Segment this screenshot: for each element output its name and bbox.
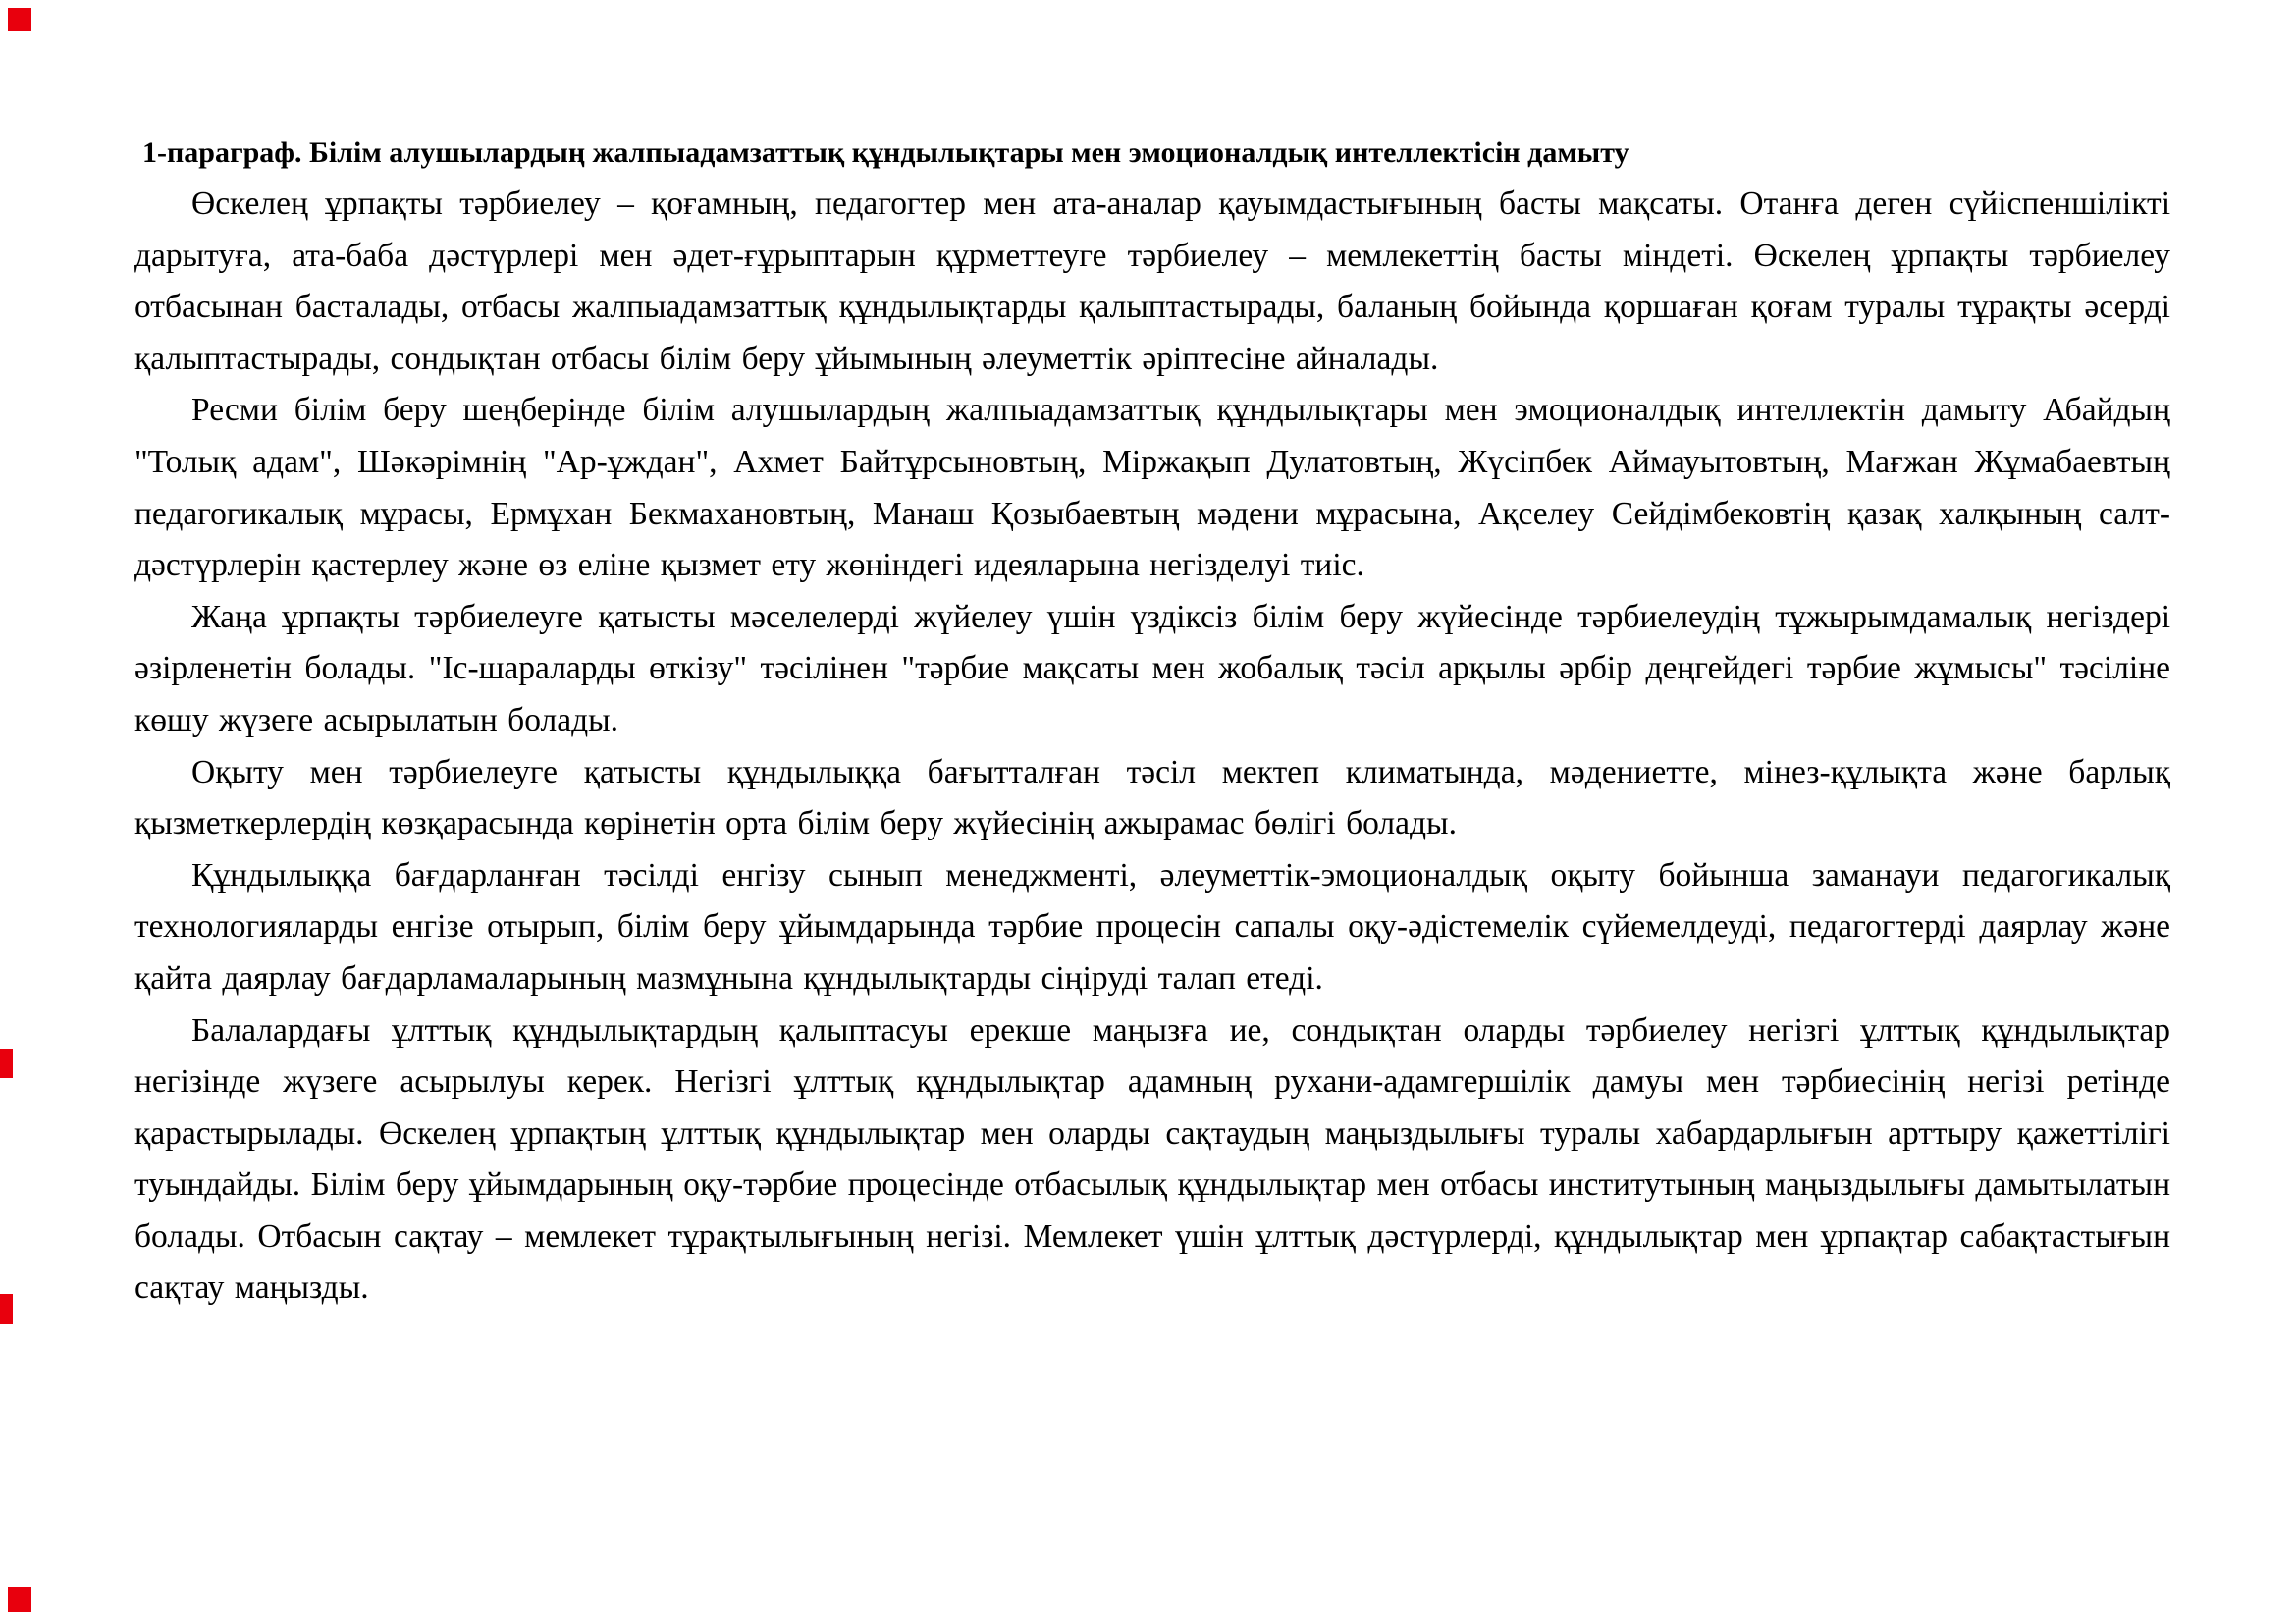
red-marker-left-upper: [0, 1049, 13, 1078]
paragraph-2: Ресми білім беру шеңберінде білім алушылардың жалпыадамзаттық құндылықтары мен эмоционалдық интеллектін дамыту Абайдың "Толық адам", Шәкәрімнің "Ар-ұждан", Ахмет Байтұрсыновтың, Міржақып Дулатовтың, Жүсіпбек Аймауытовтың, Мағжан Жұмабаевтың педагогикалық мұрасы, Ермұхан Бекмахановтың, Манаш Қозыбаевтың мәдени мұрасына, Ақселеу Сейдімбековтің қазақ халқының салт-дәстүрлерін қастерлеу және өз еліне қызмет ету жөніндегі идеяларына негізделуі тиіс.: [134, 392, 2170, 584]
paragraph-4: Оқыту мен тәрбиелеуге қатысты құндылыққа бағытталған тәсіл мектеп климатында, мәдениетте, мінез-құлықта және барлық қызметкерлердің көзқарасында көрінетін орта білім беру жүйесінің ажырамас бөлігі болады.: [134, 753, 2170, 842]
red-marker-top-left: [8, 8, 31, 31]
paragraph-1: Өскелең ұрпақты тәрбиелеу – қоғамның, педагогтер мен ата-аналар қауымдастығының басты мақсаты. Отанға деген сүйіспеншілікті дарытуға, ата-баба дәстүрлері мен әдет-ғұрыптарын құрметтеуге тәрбиелеу – мемлекеттің басты міндеті. Өскелең ұрпақты тәрбиелеу отбасынан басталады, отбасы жалпыадамзаттық құндылықтарды қалыптастырады, баланың бойында қоршаған қоғам туралы тұрақты әсерді қалыптастырады, сондықтан отбасы білім беру ұйымының әлеуметтік әріптесіне айналады.: [134, 186, 2170, 377]
paragraph-6: Балалардағы ұлттық құндылықтардың қалыптасуы ерекше маңызға ие, сондықтан оларды тәрбиелеу негізгі ұлттық құндылықтар негізінде жүзеге асырылуы керек. Негізгі ұлттық құндылықтар адамның рухани-адамгершілік дамуы мен тәрбиесінің негізі ретінде қарастырылады. Өскелең ұрпақтың ұлттық құндылықтар мен оларды сақтаудың маңыздылығы туралы хабардарлығын арттыру қажеттілігі туындайды. Білім беру ұйымдарының оқу-тәрбие процесінде отбасылық құндылықтар мен отбасы институтының маңыздылығы дамытылатын болады. Отбасын сақтау – мемлекет тұрақтылығының негізі. Мемлекет үшін ұлттық дәстүрлерді, құндылықтар мен ұрпақтар сабақтастығын сақтау маңызды.: [134, 1011, 2170, 1307]
section-heading: 1-параграф. Білім алушылардың жалпыадамзаттық құндылықтары мен эмоционалдық интеллектісін дамыту: [142, 136, 1629, 169]
document-content: [134, 128, 2170, 1315]
paragraph-3: Жаңа ұрпақты тәрбиелеуге қатысты мәселелерді жүйелеу үшін үздіксіз білім беру жүйесінде тәрбиелеудің тұжырымдамалық негіздері әзірленетін болады. "Іс-шараларды өткізу" тәсілінен "тәрбие мақсаты мен жобалық тәсіл арқылы әрбір деңгейдегі тәрбие жұмысы" тәсіліне көшу жүзеге асырылатын болады.: [134, 598, 2170, 738]
red-marker-bottom-left: [8, 1587, 31, 1612]
red-marker-left-lower: [0, 1294, 13, 1324]
paragraph-5: Құндылыққа бағдарланған тәсілді енгізу сынып менеджменті, әлеуметтік-эмоционалдық оқыту бойынша заманауи педагогикалық технологияларды енгізе отырып, білім беру ұйымдарында тәрбие процесін сапалы оқу-әдістемелік сүйемелдеуді, педагогтерді даярлау және қайта даярлау бағдарламаларының мазмұнына құндылықтарды сіңіруді талап етеді.: [134, 856, 2170, 997]
